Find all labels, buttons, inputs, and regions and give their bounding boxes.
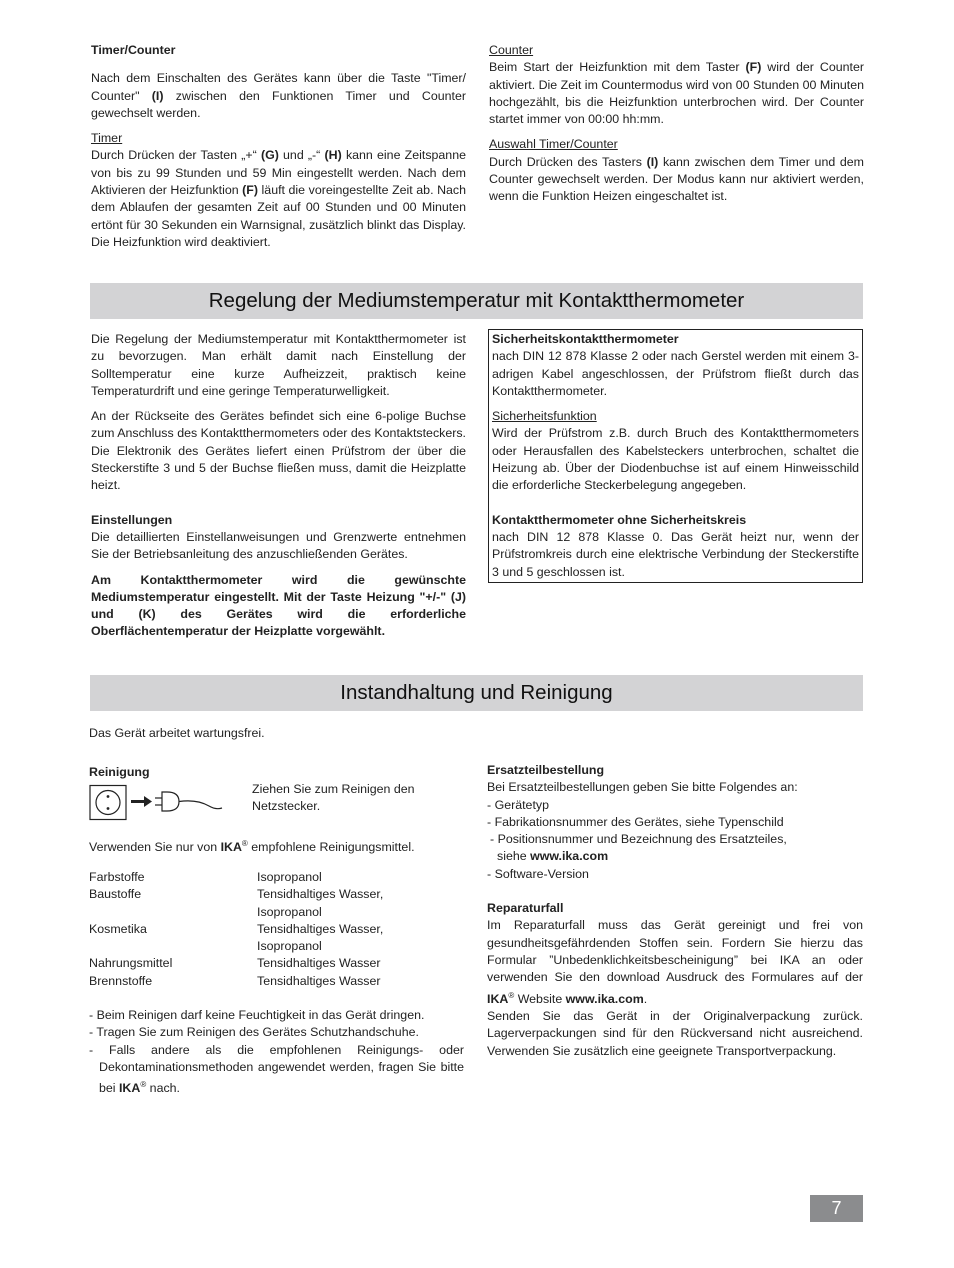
reparatur-text: Im Reparaturfall muss das Gerät gereinigt und frei von gesundheitsgefährdenden Stoffen sein. Fordern Sie hierzu das Formular ”Unbedenklichkeitsbescheinigung” bei IKA an oder verwenden Sie den download Ausdruck des Formulares auf der IKA® Website www.ika.com. [487,918,863,1006]
cleaning-row [89,869,389,886]
cleaning-row [89,955,389,972]
cleaning-table [89,869,389,990]
timer-subheading: Timer [91,131,123,146]
safety-info-box [488,329,863,583]
cleaning-agent: Tensidhaltiges Wasser, Isopropanol [257,921,384,954]
ersatzteil-item: - Fabrikationsnummer des Gerätes, siehe Typenschild [487,814,784,829]
section-title-instandhaltung: Instandhaltung und Reinigung [90,675,863,711]
kontakt-p2: An der Rückseite des Gerätes befindet sich eine 6-polige Buchse zum Anschluss des Kontaktthermometers oder des Kontaktsteckers. Die Elektronik des Gerätes liefert einen Prüfstrom der über die Steckerstifte 3 und 5 der Buchse fließen muss, damit die Heizplatte heizt. [91,409,466,493]
cleaning-agent: Isopropanol [257,870,322,884]
cleaning-notes [89,1007,464,1098]
use-recommended-cleaners: Verwenden Sie nur von IKA® empfohlene Reinigungsmittel. [89,839,415,855]
box-heading-sicherheitsfunktion: Sicherheitsfunktion [492,409,597,424]
reinigung-heading: Reinigung [89,765,150,779]
timer-counter-heading: Timer/Counter [91,43,176,57]
box-heading-ohne-sicherheitskreis: Kontaktthermometer ohne Sicherheitskreis [492,512,747,527]
kontakt-left [91,331,466,641]
cleaning-agent: Tensidhaltiges Wasser [257,956,381,971]
counter-subheading: Counter [489,43,534,57]
cleaning-row [89,886,389,921]
counter-text: Beim Start der Heizfunktion mit dem Taster (F) wird der Counter aktiviert. Die Zeit im Countermodus wird von 00 Stunden 00 Minuten hochgezählt, bis die Heizfunktion unterbrochen wird. Der Counter startet immer von 00:00 hh:mm. [489,60,864,127]
unplug-text: Ziehen Sie zum Reinigen den Netzstecker. [252,782,415,814]
kontakt-bold-paragraph: Am Kontaktthermometer wird die gewünschte Mediumstemperatur eingestellt. Mit der Taste Heizung "+/-" (J) und (K) des Gerätes wird die erforderliche Oberflächentemperatur der Heizplatte vorgewählt. [91,572,466,639]
reparatur-text-2: Senden Sie das Gerät in der Originalverpackung zurück. Lagerverpackungen sind für den Rückversand nicht ausreichend. Verwenden Sie zusätzlich eine geeignete Transportverpackung. [487,1008,863,1058]
einstellungen-heading: Einstellungen [91,512,173,527]
reparatur-heading: Reparaturfall [487,901,564,916]
timer-counter-right [489,42,864,206]
box-text-3: nach DIN 12 878 Klasse 0. Das Gerät heizt nur, wenn der Prüfstromkreis durch eine elektrische Verbindung der Steckerstifte 3 und 5 geschlossen ist. [492,529,859,579]
timer-counter-left [91,42,466,251]
einstellungen-text: Die detaillierten Einstellanweisungen und Grenzwerte entnehmen Sie der Betriebsanleitung des anzuschließenden Gerätes. [91,529,466,562]
cleaning-stain: Baustoffe [89,887,142,902]
kontakt-p1: Die Regelung der Mediumstemperatur mit Kontaktthermometer ist zu bevorzugen. Man erhält damit nach Einstellung der Solltemperatur eine kurze Aufheizzeit, praktisch keine Temperaturdrift und eine geringe Temperaturwelligkeit. [91,332,466,398]
timer-text: Durch Drücken der Tasten „+“ (G) und „-“ (H) kann eine Zeitspanne von bis zu 99 Stunden und 59 Min eingestellt werden. Nach dem Aktivieren der Heizfunktion (F) läuft die voreingestellte Zeit ab. Nach dem Ablaufen der gesamten Zeit auf 00 Stunden und 00 Minuten ertönt für 30 Sekunden ein Warnsignal, zusätzlich blinkt das Display. Die Heizfunktion wird deaktiviert. [91,148,466,249]
timer-counter-intro: Nach dem Einschalten des Gerätes kann über die Taste "Timer/ Counter" (I) zwischen den Funktionen Timer und Counter gewechselt werden. [91,71,466,120]
cleaning-row [89,973,389,990]
cleaning-note: - Tragen Sie zum Reinigen des Gerätes Schutzhandschuhe. [89,1025,419,1040]
ersatzteil-item: - Positionsnummer und Bezeichnung des Ersatzteiles, siehe www.ika.com [490,832,787,864]
cleaning-note: - Falls andere als die empfohlenen Reinigungs- oder Dekontaminationsmethoden angewendet werden, fragen Sie bitte bei IKA® nach. [89,1042,464,1096]
cleaning-agent: Tensidhaltiges Wasser [257,973,381,988]
cleaning-row [89,921,389,956]
ersatzteil-heading: Ersatzteilbestellung [487,763,605,777]
box-heading-sicherheitskontaktthermometer: Sicherheitskontaktthermometer [492,332,679,346]
section-title-kontaktthermometer: Regelung der Mediumstemperatur mit Kontaktthermometer [90,283,863,319]
cleaning-note: - Beim Reinigen darf keine Feuchtigkeit in das Gerät dringen. [89,1008,425,1022]
cleaning-stain: Nahrungsmittel [89,956,173,971]
box-text-1: nach DIN 12 878 Klasse 2 oder nach Gerstel werden mit einem 3-adrigen Kabel angeschlossen, der Prüfstrom fließt durch das Kontaktthermometer. [492,349,859,398]
ersatz-reparatur-column [487,762,863,1060]
cleaning-stain: Brennstoffe [89,973,153,988]
unplug-diagram [89,784,225,822]
cleaning-agent: Tensidhaltiges Wasser, Isopropanol [257,887,384,919]
auswahl-text: Durch Drücken des Tasters (I) kann zwischen dem Timer und dem Counter gewechselt werden. Der Modus kann nur aktiviert werden, wenn die Funktion Heizen eingeschaltet ist. [489,154,864,204]
cleaning-stain: Kosmetika [89,921,147,936]
ersatzteil-intro: Bei Ersatzteilbestellungen geben Sie bitte Folgendes an: [487,780,798,795]
website-link[interactable]: www.ika.com [530,849,609,864]
maintenance-intro: Das Gerät arbeitet wartungsfrei. [89,726,265,740]
website-link[interactable]: www.ika.com [565,991,644,1006]
unplug-icon [89,784,225,822]
page-number: 7 [810,1195,863,1222]
cleaning-stain: Farbstoffe [89,870,145,884]
ersatzteil-item: - Gerätetyp [487,797,549,812]
box-text-2: Wird der Prüfstrom z.B. durch Bruch des Kontaktthermometers oder Herausfallen des Kabelsteckers unterbrochen, schaltet die Heizung ab. Über der Diodenbuchse ist auf einem Hinweisschild die erforderliche Steckerbelegung angegeben. [492,426,859,493]
ersatzteil-item: - Software-Version [487,866,589,881]
auswahl-subheading: Auswahl Timer/Counter [489,137,618,152]
